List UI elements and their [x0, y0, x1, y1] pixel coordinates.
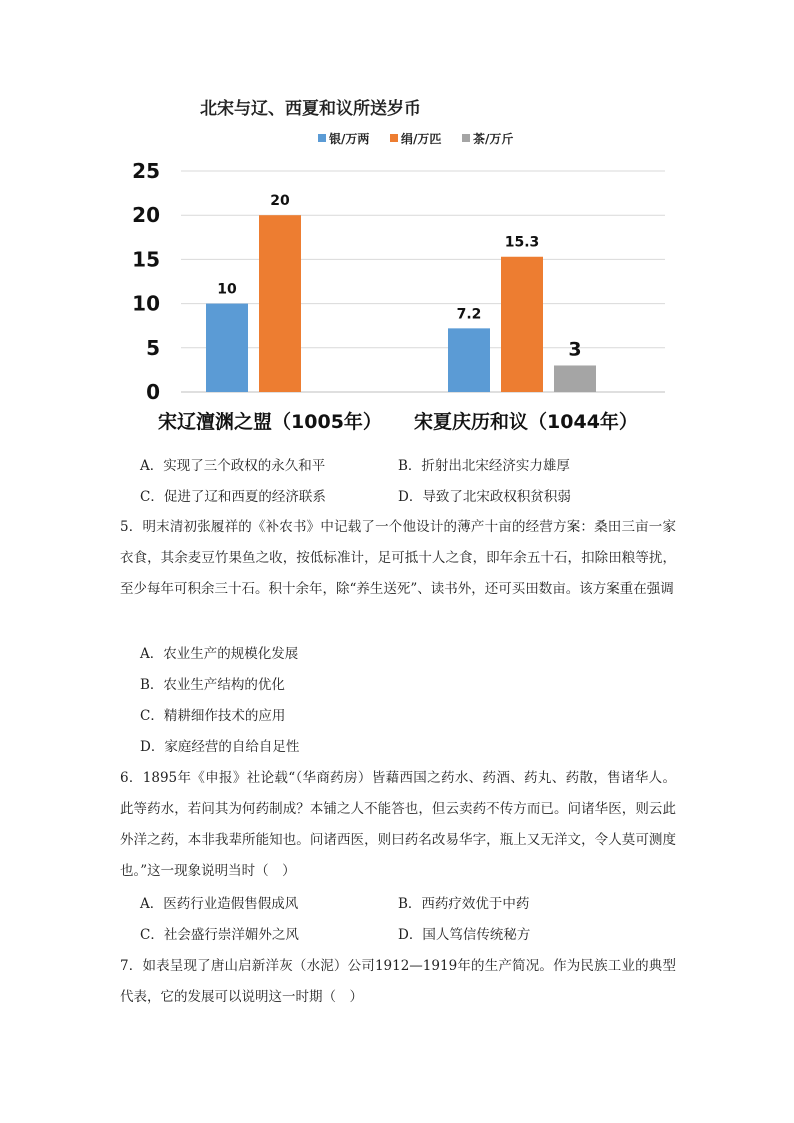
q4-option-b: B．折射出北宋经济实力雄厚	[398, 458, 570, 474]
data-label: 20	[270, 193, 290, 210]
q5-option-c: C．精耕细作技术的应用	[140, 708, 286, 724]
data-label: 15.3	[504, 234, 540, 251]
bar-1-1	[501, 257, 543, 392]
y-tick-label: 0	[146, 380, 160, 404]
y-tick-label: 25	[132, 159, 160, 183]
legend-swatch	[390, 134, 398, 142]
q6-option-d: D．国人笃信传统秘方	[398, 927, 531, 943]
q6-option-a: A．医药行业造假售假成风	[140, 896, 299, 912]
chart-legend	[318, 131, 513, 146]
y-tick-label: 15	[132, 247, 160, 272]
x-category-label: 宋辽澶渊之盟（1005年）	[158, 411, 382, 433]
x-axis-categories	[158, 410, 638, 433]
q7-stem: 7．如表呈现了唐山启新洋灰（水泥）公司1912—1919年的生产简况。作为民族工业的典型代表，它的发展可以说明这一时期（ ）	[120, 958, 676, 1005]
bar-0-0	[206, 304, 248, 392]
q4-option-d: D．导致了北宋政权积贫积弱	[398, 489, 571, 505]
q6-stem: 6．1895年《申报》社论载“（华商药房）皆藉西国之药水、药酒、药丸、药散，售诸华人。此等药水，若问其为何药制成？本铺之人不能答也，但云卖药不传方而已。问诸华医，则云此外洋之药，本非我辈所能知也。问诸西医，则曰药名改易华字，瓶上又无洋文，令人莫可测度也。”这一现象说明当时（ ）	[120, 770, 676, 879]
y-axis-ticks	[132, 159, 160, 404]
legend-label: 绢/万匹	[401, 132, 442, 146]
legend-label: 茶/万斤	[473, 132, 514, 146]
legend-swatch	[318, 134, 326, 142]
bar-0-1	[259, 215, 301, 392]
data-label: 7.2	[456, 306, 482, 323]
y-tick-label: 20	[132, 203, 160, 228]
bar-1-0	[448, 328, 490, 392]
bar-1-2	[554, 365, 596, 392]
y-tick-label: 10	[132, 291, 160, 316]
bar-chart	[120, 88, 680, 440]
data-label: 3	[568, 338, 582, 361]
q5-option-a: A．农业生产的规模化发展	[140, 646, 299, 662]
x-category-label: 宋夏庆历和议（1044年）	[414, 411, 638, 433]
chart-title: 北宋与辽、西夏和议所送岁币	[200, 99, 421, 119]
q6-option-b: B．西药疗效优于中药	[398, 896, 530, 912]
data-label: 10	[217, 281, 237, 298]
y-tick-label: 5	[146, 335, 160, 360]
q4-option-a: A．实现了三个政权的永久和平	[140, 458, 326, 474]
chart-gridlines	[181, 171, 665, 392]
q5-option-d: D．家庭经营的自给自足性	[140, 739, 300, 755]
q6-option-c: C．社会盛行崇洋媚外之风	[140, 927, 299, 943]
legend-label: 银/万两	[329, 132, 370, 146]
q5-stem: 5．明末清初张履祥的《补农书》中记载了一个他设计的薄产十亩的经营方案：桑田三亩一家衣食，其余麦豆竹果鱼之收，按低标准计，足可抵十人之食，即年余五十石，扣除田粮等扰，至少每年可积余三十石。积十余年，除“养生送死”、读书外，还可买田数亩。该方案重在强调	[120, 519, 676, 597]
q4-option-c: C．促进了辽和西夏的经济联系	[140, 489, 326, 505]
legend-swatch	[462, 134, 470, 142]
q5-option-b: B．农业生产结构的优化	[140, 677, 285, 693]
